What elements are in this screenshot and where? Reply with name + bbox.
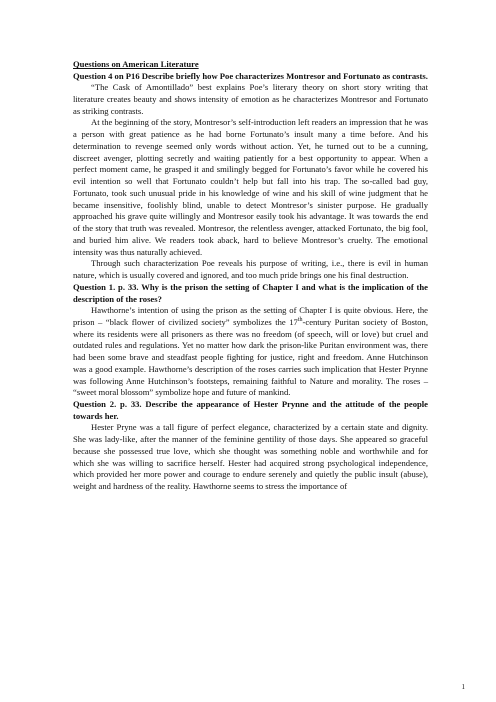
paragraph: Through such characterization Poe reveals his purpose of writing, i.e., there is evil in human nature, which is usually covered and ignored, and too much pride brings one his final destruction. bbox=[73, 258, 428, 281]
paragraph: “The Cask of Amontillado” best explains Poe’s literary theory on short story writing that literature creates beauty and shows intensity of emotion as he characterizes Montresor and Fortunato as striking contrasts. bbox=[73, 82, 428, 116]
question-heading: Question 1. p. 33. Why is the prison the setting of Chapter I and what is the implication of the description of the roses? bbox=[73, 281, 428, 304]
question-heading: Question 2. p. 33. Describe the appearance of Hester Prynne and the attitude of the people towards her. bbox=[73, 399, 428, 421]
paragraph: Hester Pryne was a tall figure of perfect elegance, characterized by a certain state and dignity. She was lady-like, after the manner of the feminine gentility of those days. She appeared so graceful because she possessed true love, which she thought was something noble and worthwhile and for which she was willing to sacrifice herself. Hester had acquired strong psychological independence, which provided her more power and courage to endure serenely and quietly the public insult (abuse), weight and hardness of the reality. Hawthorne seems to stress the importance of bbox=[73, 422, 428, 492]
ordinal-superscript: th bbox=[297, 317, 303, 324]
document-title: Questions on American Literature bbox=[73, 59, 199, 69]
paragraph: Hawthorne’s intention of using the prison as the setting of Chapter I is quite obvious. Here, the prison – “black flower of civilized society” symbolizes the 17th-century Puritan society of Boston, where its residents were all prisoners as there was no freedom (of speech, will or love) but cruel and outdated rules and regulations. Yet no matter how dark the prison-like Puritan environment was, there had been some brave and steadfast people fighting for justice, right and freedom. Anne Hutchinson was a good example. Hawthorne’s description of the roses carries such implication that Hester Prynne was following Anne Hutchinson’s footsteps, remaining faithful to Nature and morality. The roses – “sweet moral blossom” symbolize hope and future of mankind. bbox=[73, 305, 428, 398]
question-heading: Question 4 on P16 Describe briefly how Poe characterizes Montresor and Fortunato as contrasts. bbox=[73, 70, 428, 81]
document-page bbox=[73, 59, 428, 493]
page-number: 1 bbox=[461, 683, 465, 691]
paragraph: At the beginning of the story, Montresor’s self-introduction left readers an impression that he was a person with great patience as he had borne Fortunato’s insult many a time before. And his determination to revenge seemed only words without action. Yet, he turned out to be a cunning, discreet avenger, plotting secretly and waiting patiently for a best opportunity to appear. When a perfect moment came, he grasped it and smilingly begged for Fortunato’s favor while he covered his evil intention so well that Fortunato couldn’t help but fall into his trap. The so-called bad guy, Fortunato, took such unusual pride in his knowledge of wine and his skill of wine judgment that he became insensitive, foolishly blind, unable to detect Montresor’s sinister purpose. He gradually approached his grave quite willingly and Montresor easily took his advantage. It was towards the end of the story that truth was revealed. Montresor, the relentless avenger, attacked Fortunato, the big fool, and buried him alive. We readers took aback, hard to believe Montresor’s cruelty. The emotional intensity was thus naturally achieved. bbox=[73, 117, 428, 257]
